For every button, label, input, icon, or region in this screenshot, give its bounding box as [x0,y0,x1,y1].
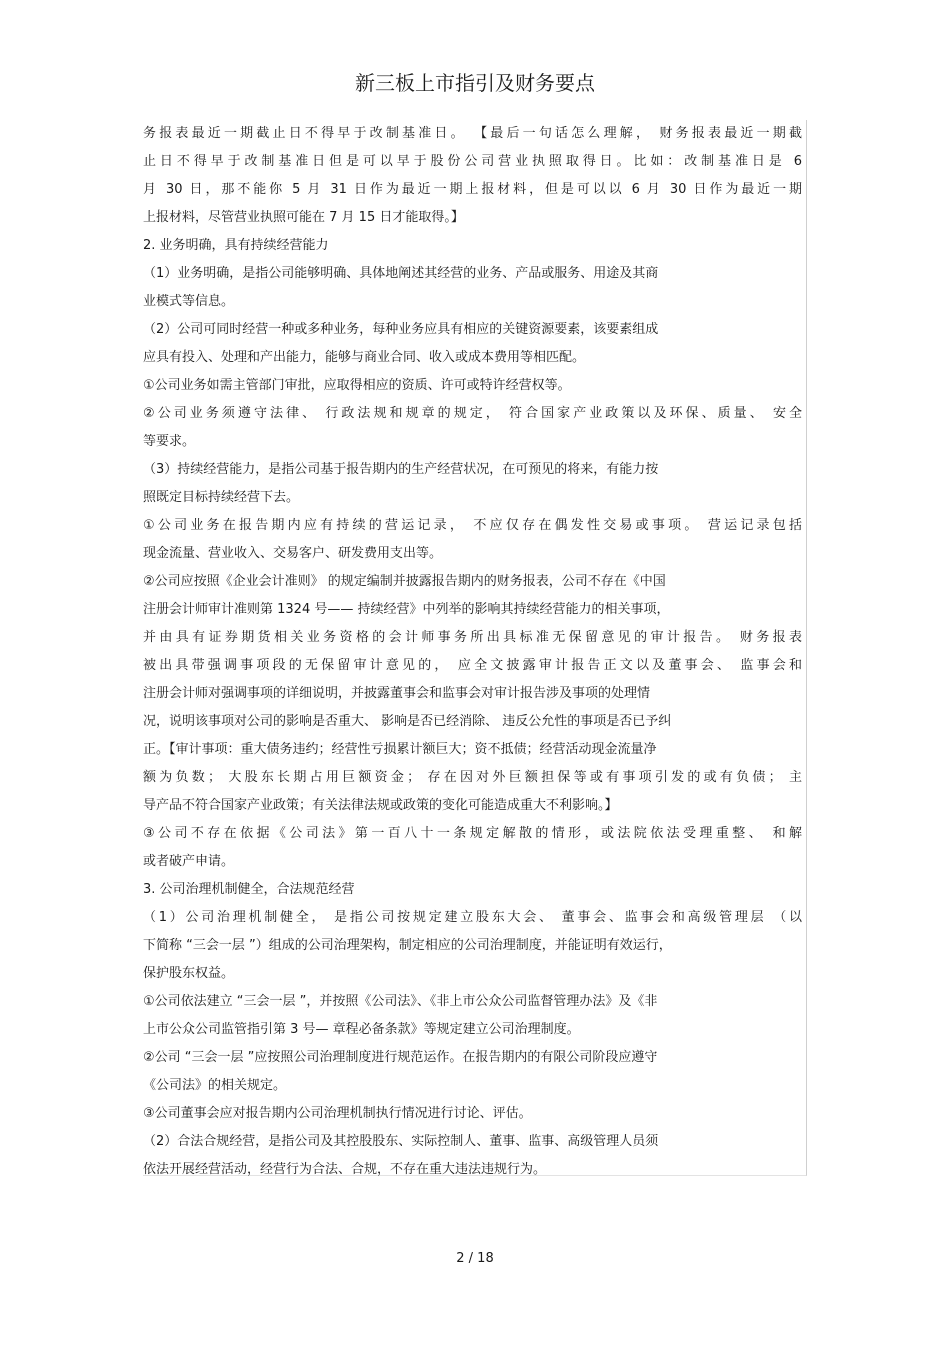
text-line: 止日不得早于改制基准日但是可以早于股份公司营业执照取得日。比如：改制基准日是 6 [143,154,802,169]
text-line: 额为负数； 大股东长期占用巨额资金； 存在因对外巨额担保等或有事项引发的或有负债； 主 [143,770,802,785]
text-line: ②公司 “三会一层 ”应按照公司治理制度进行规范运作。在报告期内的有限公司阶段应遵守 [143,1050,658,1065]
page-title: 新三板上市指引及财务要点 [355,71,595,95]
text-line: ①公司依法建立 “三会一层 ”，并按照《公司法》、《非上市公众公司监督管理办法》及《非 [143,994,658,1009]
text-line: ①公司业务如需主管部门审批，应取得相应的资质、许可或特许经营权等。 [143,378,571,393]
text-line: 依法开展经营活动，经营行为合法、合规，不存在重大违法违规行为。 [143,1162,547,1177]
text-line: 况，说明该事项对公司的影响是否重大、 影响是否已经消除、 违反公允性的事项是否已予纠 [143,714,672,729]
text-line: 应具有投入、处理和产出能力，能够与商业合同、收入或成本费用等相匹配。 [143,350,586,365]
text-line: 注册会计师审计准则第 1324 号—— 持续经营》中列举的影响其持续经营能力的相关事项， [143,602,670,617]
text-line: 上报材料，尽管营业执照可能在 7 月 15 日才能取得。】 [143,210,464,225]
text-line: 正。【审计事项：重大债务违约；经营性亏损累计额巨大；资不抵债；经营活动现金流量净 [143,742,657,757]
text-line: 月 30 日，那不能你 5 月 31 日作为最近一期上报材料，但是可以以 6 月 30 日作为最近一期 [143,182,802,197]
text-line: 照既定目标持续经营下去。 [143,490,300,505]
text-line: 导产品不符合国家产业政策；有关法律法规或政策的变化可能造成重大不利影响。】 [143,798,618,813]
text-line: 业模式等信息。 [143,294,235,309]
text-line: 务报表最近一期截止日不得早于改制基准日。 【最后一句话怎么理解， 财务报表最近一期截 [143,126,802,141]
document-body [143,120,807,1176]
section-heading: 3. 公司治理机制健全，合法规范经营 [143,882,355,897]
text-line: 注册会计师对强调事项的详细说明，并披露董事会和监事会对审计报告涉及事项的处理情 [143,686,651,701]
text-line: 等要求。 [143,434,196,449]
text-line: ③公司不存在依据《公司法》第一百八十一条规定解散的情形，或法院依法受理重整、 和解 [143,826,802,841]
text-line: 并由具有证券期货相关业务资格的会计师事务所出具标准无保留意见的审计报告。 财务报表 [143,630,802,645]
text-line: 下简称 “三会一层 ”）组成的公司治理架构，制定相应的公司治理制度，并能证明有效运行， [143,938,672,953]
text-line: 现金流量、营业收入、交易客户、研发费用支出等。 [143,546,443,561]
text-line: 保护股东权益。 [143,966,235,981]
text-line: （1）业务明确，是指公司能够明确、具体地阐述其经营的业务、产品或服务、用途及其商 [143,266,659,281]
text-line: 或者破产申请。 [143,854,235,869]
text-line: 《公司法》的相关规定。 [143,1078,287,1093]
page-number: 2 / 18 [456,1251,494,1266]
text-line: ③公司董事会应对报告期内公司治理机制执行情况进行讨论、评估。 [143,1106,532,1121]
text-line: （3）持续经营能力，是指公司基于报告期内的生产经营状况，在可预见的将来，有能力按 [143,462,659,477]
text-line: （1）公司治理机制健全， 是指公司按规定建立股东大会、 董事会、监事会和高级管理层 （以 [143,910,802,925]
text-line: 上市公众公司监管指引第 3 号— 章程必备条款》等规定建立公司治理制度。 [143,1022,580,1037]
text-line: ②公司业务须遵守法律、 行政法规和规章的规定， 符合国家产业政策以及环保、质量、 安全 [143,406,802,421]
section-heading: 2. 业务明确，具有持续经营能力 [143,238,329,253]
text-line: （2）公司可同时经营一种或多种业务，每种业务应具有相应的关键资源要素，该要素组成 [143,322,659,337]
text-line: 被出具带强调事项段的无保留审计意见的， 应全文披露审计报告正文以及董事会、 监事会和 [143,658,802,673]
text-line: ②公司应按照《企业会计准则》 的规定编制并披露报告期内的财务报表，公司不存在《中国 [143,574,666,589]
text-line: （2）合法合规经营，是指公司及其控股股东、实际控制人、董事、监事、高级管理人员须 [143,1134,659,1149]
text-line: ①公司业务在报告期内应有持续的营运记录， 不应仅存在偶发性交易或事项。 营运记录包括 [143,518,802,533]
